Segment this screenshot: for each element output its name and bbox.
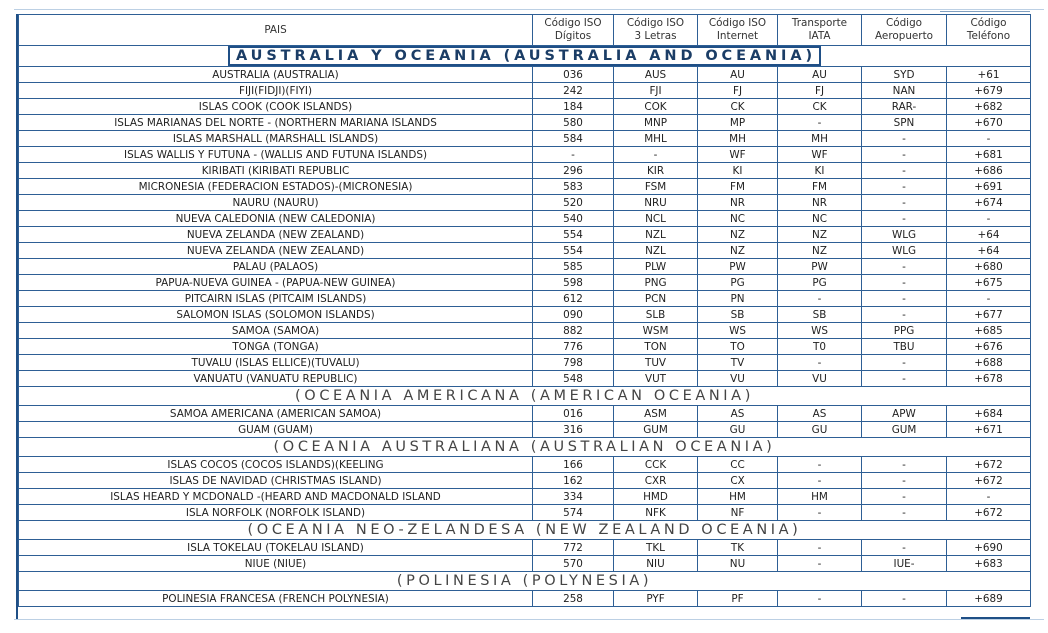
cell-aeropuerto: -	[862, 307, 947, 323]
cell-iso-digitos: 520	[533, 195, 614, 211]
section-header-row	[19, 387, 1031, 406]
table-row	[19, 67, 1031, 83]
cell-telefono: +686	[947, 163, 1031, 179]
cell-aeropuerto: -	[862, 591, 947, 607]
cell-iso-internet: HM	[698, 489, 778, 505]
cell-iso-letras: PLW	[614, 259, 698, 275]
table-row	[19, 489, 1031, 505]
cell-pais: TONGA (TONGA)	[19, 339, 533, 355]
cell-pais: NUEVA CALEDONIA (NEW CALEDONIA)	[19, 211, 533, 227]
cell-iso-internet: NR	[698, 195, 778, 211]
cell-iso-letras: PYF	[614, 591, 698, 607]
section-header	[19, 438, 1031, 457]
cell-pais: SAMOA (SAMOA)	[19, 323, 533, 339]
cell-pais: VANUATU (VANUATU REPUBLIC)	[19, 371, 533, 387]
cell-iso-letras: MNP	[614, 115, 698, 131]
cell-telefono: +64	[947, 227, 1031, 243]
cell-iso-letras: FSM	[614, 179, 698, 195]
cell-iata: PG	[778, 275, 862, 291]
table-row	[19, 307, 1031, 323]
cell-pais: KIRIBATI (KIRIBATI REPUBLIC	[19, 163, 533, 179]
cell-iso-digitos: 242	[533, 83, 614, 99]
cell-pais: TUVALU (ISLAS ELLICE)(TUVALU)	[19, 355, 533, 371]
section-header-row	[19, 521, 1031, 540]
cell-iso-internet: PG	[698, 275, 778, 291]
cell-iso-digitos: -	[533, 147, 614, 163]
cell-pais: ISLAS WALLIS Y FUTUNA - (WALLIS AND FUTUNA ISLANDS)	[19, 147, 533, 163]
table-body	[19, 15, 1031, 607]
cell-telefono: +688	[947, 355, 1031, 371]
cell-telefono: +691	[947, 179, 1031, 195]
cell-iso-letras: NIU	[614, 556, 698, 572]
cell-pais: POLINESIA FRANCESA (FRENCH POLYNESIA)	[19, 591, 533, 607]
cell-iata: FM	[778, 179, 862, 195]
cell-iso-internet: NF	[698, 505, 778, 521]
section-title: (OCEANIA NEO-ZELANDESA (NEW ZEALAND OCEANIA)	[247, 522, 802, 538]
cell-iso-letras: COK	[614, 99, 698, 115]
cell-telefono: +672	[947, 505, 1031, 521]
cell-pais: PITCAIRN ISLAS (PITCAIM ISLANDS)	[19, 291, 533, 307]
table-row	[19, 540, 1031, 556]
cell-aeropuerto: TBU	[862, 339, 947, 355]
cell-iso-letras: TUV	[614, 355, 698, 371]
cell-iata: FJ	[778, 83, 862, 99]
cell-iata: WF	[778, 147, 862, 163]
cell-iso-digitos: 548	[533, 371, 614, 387]
cell-iso-internet: TK	[698, 540, 778, 556]
cell-iata: T0	[778, 339, 862, 355]
cell-telefono: +671	[947, 422, 1031, 438]
cell-iso-internet: FM	[698, 179, 778, 195]
cell-pais: ISLAS MARIANAS DEL NORTE - (NORTHERN MARIANA ISLANDS	[19, 115, 533, 131]
cell-pais: ISLAS DE NAVIDAD (CHRISTMAS ISLAND)	[19, 473, 533, 489]
table-row	[19, 243, 1031, 259]
cell-iso-internet: SB	[698, 307, 778, 323]
cell-iso-internet: NC	[698, 211, 778, 227]
cell-iata: VU	[778, 371, 862, 387]
cell-iso-internet: CK	[698, 99, 778, 115]
table-row	[19, 131, 1031, 147]
header-iso-digitos-line1: Código ISO	[544, 17, 602, 29]
cell-iso-digitos: 184	[533, 99, 614, 115]
cell-aeropuerto: -	[862, 473, 947, 489]
header-telefono	[947, 15, 1031, 46]
cell-iso-digitos: 882	[533, 323, 614, 339]
cell-iso-internet: KI	[698, 163, 778, 179]
cell-iso-internet: TO	[698, 339, 778, 355]
cell-aeropuerto: IUE-	[862, 556, 947, 572]
section-header-row	[19, 438, 1031, 457]
cell-telefono: +64	[947, 243, 1031, 259]
cell-aeropuerto: -	[862, 540, 947, 556]
cell-iso-letras: VUT	[614, 371, 698, 387]
table-row	[19, 195, 1031, 211]
table-row	[19, 179, 1031, 195]
cell-aeropuerto: -	[862, 179, 947, 195]
cell-telefono: +684	[947, 406, 1031, 422]
header-telefono-line1: Código	[970, 17, 1007, 29]
header-iso-internet-line1: Código ISO	[708, 17, 767, 29]
table-row	[19, 323, 1031, 339]
cell-aeropuerto: SYD	[862, 67, 947, 83]
cell-aeropuerto: -	[862, 457, 947, 473]
cell-iata: KI	[778, 163, 862, 179]
cell-iso-digitos: 612	[533, 291, 614, 307]
cell-aeropuerto: -	[862, 505, 947, 521]
table-row	[19, 457, 1031, 473]
cell-aeropuerto: -	[862, 291, 947, 307]
header-aeropuerto-line1: Código	[885, 17, 923, 29]
table-row	[19, 275, 1031, 291]
section-title: (OCEANIA AMERICANA (AMERICAN OCEANIA)	[295, 388, 754, 404]
cell-iso-digitos: 162	[533, 473, 614, 489]
section-header-row	[19, 572, 1031, 591]
cell-iso-digitos: 554	[533, 243, 614, 259]
cell-iata: -	[778, 505, 862, 521]
cell-telefono: +682	[947, 99, 1031, 115]
cell-aeropuerto: WLG	[862, 227, 947, 243]
cell-telefono: +674	[947, 195, 1031, 211]
cell-iata: WS	[778, 323, 862, 339]
cell-iata: -	[778, 591, 862, 607]
cell-iso-digitos: 258	[533, 591, 614, 607]
table-row	[19, 591, 1031, 607]
cell-iso-digitos: 583	[533, 179, 614, 195]
cell-iso-letras: SLB	[614, 307, 698, 323]
table-row	[19, 406, 1031, 422]
header-iso-letras-line1: Código ISO	[626, 17, 685, 29]
cell-iso-digitos: 772	[533, 540, 614, 556]
section-header	[19, 572, 1031, 591]
cell-pais: FIJI(FIDJI)(FIYI)	[19, 83, 533, 99]
cell-telefono: +672	[947, 457, 1031, 473]
table-row	[19, 163, 1031, 179]
cell-iso-digitos: 798	[533, 355, 614, 371]
cell-iso-digitos: 016	[533, 406, 614, 422]
cell-iso-internet: NU	[698, 556, 778, 572]
cell-pais: ISLA TOKELAU (TOKELAU ISLAND)	[19, 540, 533, 556]
table-row	[19, 556, 1031, 572]
cell-iata: AU	[778, 67, 862, 83]
cell-aeropuerto: RAR-	[862, 99, 947, 115]
cell-iso-internet: TV	[698, 355, 778, 371]
cell-aeropuerto: -	[862, 489, 947, 505]
cell-iso-letras: -	[614, 147, 698, 163]
table-row	[19, 291, 1031, 307]
table-row	[19, 473, 1031, 489]
cell-iata: HM	[778, 489, 862, 505]
section-header	[19, 46, 1031, 67]
cell-telefono: -	[947, 291, 1031, 307]
cell-aeropuerto: APW	[862, 406, 947, 422]
cell-pais: NAURU (NAURU)	[19, 195, 533, 211]
cell-telefono: -	[947, 131, 1031, 147]
cell-pais: SAMOA AMERICANA (AMERICAN SAMOA)	[19, 406, 533, 422]
cell-pais: ISLAS COCOS (COCOS ISLANDS)(KEELING	[19, 457, 533, 473]
cell-iso-digitos: 540	[533, 211, 614, 227]
cell-iata: NZ	[778, 227, 862, 243]
cell-iata: -	[778, 355, 862, 371]
cell-telefono: +670	[947, 115, 1031, 131]
cell-telefono: +685	[947, 323, 1031, 339]
cell-iso-internet: NZ	[698, 243, 778, 259]
cell-aeropuerto: WLG	[862, 243, 947, 259]
cell-iso-digitos: 090	[533, 307, 614, 323]
header-iso-internet	[698, 15, 778, 46]
header-pais	[19, 15, 533, 46]
cell-iso-internet: PW	[698, 259, 778, 275]
cell-iata: AS	[778, 406, 862, 422]
cell-iso-internet: FJ	[698, 83, 778, 99]
table-row	[19, 505, 1031, 521]
cell-iata: NZ	[778, 243, 862, 259]
header-iata-line1: Transporte	[791, 17, 848, 29]
cell-iso-digitos: 580	[533, 115, 614, 131]
cell-iata: -	[778, 115, 862, 131]
cell-iata: NR	[778, 195, 862, 211]
cell-iso-letras: NCL	[614, 211, 698, 227]
cell-iata: MH	[778, 131, 862, 147]
cell-iso-letras: PCN	[614, 291, 698, 307]
cell-telefono: +681	[947, 147, 1031, 163]
header-iso-letras	[614, 15, 698, 46]
cell-iso-digitos: 296	[533, 163, 614, 179]
cell-telefono: +678	[947, 371, 1031, 387]
cell-telefono: +61	[947, 67, 1031, 83]
top-rule-right	[940, 11, 1030, 12]
cell-iso-internet: WS	[698, 323, 778, 339]
header-iso-internet-line2: Internet	[716, 30, 759, 42]
cell-iso-digitos: 166	[533, 457, 614, 473]
cell-iata: -	[778, 473, 862, 489]
table-row	[19, 355, 1031, 371]
cell-telefono: +683	[947, 556, 1031, 572]
cell-iso-digitos: 574	[533, 505, 614, 521]
cell-iso-digitos: 585	[533, 259, 614, 275]
header-iata	[778, 15, 862, 46]
cell-iso-letras: FJI	[614, 83, 698, 99]
cell-iso-letras: ASM	[614, 406, 698, 422]
cell-aeropuerto: -	[862, 163, 947, 179]
cell-iso-internet: MP	[698, 115, 778, 131]
table-row	[19, 339, 1031, 355]
cell-aeropuerto: -	[862, 131, 947, 147]
cell-iso-letras: NZL	[614, 227, 698, 243]
cell-telefono: +690	[947, 540, 1031, 556]
table-row	[19, 211, 1031, 227]
cell-aeropuerto: -	[862, 371, 947, 387]
bottom-rule	[14, 619, 1044, 620]
table-row	[19, 371, 1031, 387]
cell-aeropuerto: GUM	[862, 422, 947, 438]
table-row	[19, 115, 1031, 131]
cell-iso-letras: GUM	[614, 422, 698, 438]
cell-iso-internet: AS	[698, 406, 778, 422]
cell-iso-internet: PF	[698, 591, 778, 607]
header-aeropuerto-line2: Aeropuerto	[875, 30, 933, 42]
cell-iata: PW	[778, 259, 862, 275]
cell-aeropuerto: -	[862, 147, 947, 163]
cell-iso-digitos: 316	[533, 422, 614, 438]
cell-iso-letras: NFK	[614, 505, 698, 521]
cell-iso-letras: MHL	[614, 131, 698, 147]
cell-pais: NIUE (NIUE)	[19, 556, 533, 572]
header-iso-digitos	[533, 15, 614, 46]
cell-iso-letras: KIR	[614, 163, 698, 179]
cell-pais: NUEVA ZELANDA (NEW ZEALAND)	[19, 227, 533, 243]
cell-iso-internet: CX	[698, 473, 778, 489]
cell-iso-letras: AUS	[614, 67, 698, 83]
cell-iata: -	[778, 556, 862, 572]
table-row	[19, 422, 1031, 438]
cell-iata: SB	[778, 307, 862, 323]
cell-iso-letras: TKL	[614, 540, 698, 556]
cell-aeropuerto: -	[862, 195, 947, 211]
section-title: AUSTRALIA Y OCEANIA (AUSTRALIA AND OCEANIA)	[228, 46, 821, 66]
cell-iata: -	[778, 291, 862, 307]
cell-iso-digitos: 584	[533, 131, 614, 147]
cell-pais: ISLA NORFOLK (NORFOLK ISLAND)	[19, 505, 533, 521]
cell-telefono: -	[947, 211, 1031, 227]
table-row	[19, 259, 1031, 275]
section-title: (POLINESIA (POLYNESIA)	[396, 573, 653, 589]
cell-aeropuerto: -	[862, 355, 947, 371]
table-row	[19, 147, 1031, 163]
cell-iso-letras: NRU	[614, 195, 698, 211]
cell-iso-internet: WF	[698, 147, 778, 163]
section-title: (OCEANIA AUSTRALIANA (AUSTRALIAN OCEANIA)	[273, 439, 776, 455]
cell-iso-letras: PNG	[614, 275, 698, 291]
cell-iso-letras: HMD	[614, 489, 698, 505]
cell-pais: ISLAS HEARD Y MCDONALD -(HEARD AND MACDONALD ISLAND	[19, 489, 533, 505]
header-pais-label: PAIS	[264, 23, 287, 36]
cell-iata: -	[778, 457, 862, 473]
cell-pais: AUSTRALIA (AUSTRALIA)	[19, 67, 533, 83]
cell-iso-digitos: 598	[533, 275, 614, 291]
top-rule	[14, 9, 1044, 10]
cell-iata: NC	[778, 211, 862, 227]
table-row	[19, 83, 1031, 99]
cell-iso-internet: CC	[698, 457, 778, 473]
cell-iso-internet: GU	[698, 422, 778, 438]
header-iso-letras-line2: 3 Letras	[634, 30, 677, 42]
table-row	[19, 99, 1031, 115]
cell-telefono: +679	[947, 83, 1031, 99]
cell-iso-internet: PN	[698, 291, 778, 307]
cell-iso-digitos: 334	[533, 489, 614, 505]
cell-iso-letras: WSM	[614, 323, 698, 339]
section-header-row	[19, 46, 1031, 67]
header-telefono-line2: Teléfono	[966, 30, 1011, 42]
section-header	[19, 387, 1031, 406]
cell-pais: ISLAS COOK (COOK ISLANDS)	[19, 99, 533, 115]
cell-telefono: +677	[947, 307, 1031, 323]
cell-aeropuerto: -	[862, 275, 947, 291]
cell-pais: MICRONESIA (FEDERACION ESTADOS)-(MICRONESIA)	[19, 179, 533, 195]
header-iata-line2: IATA	[808, 30, 831, 42]
cell-pais: ISLAS MARSHALL (MARSHALL ISLANDS)	[19, 131, 533, 147]
cell-pais: GUAM (GUAM)	[19, 422, 533, 438]
header-row	[19, 15, 1031, 46]
cell-telefono: +680	[947, 259, 1031, 275]
cell-telefono: +689	[947, 591, 1031, 607]
cell-aeropuerto: SPN	[862, 115, 947, 131]
cell-iso-letras: CCK	[614, 457, 698, 473]
cell-aeropuerto: -	[862, 211, 947, 227]
header-iso-digitos-line2: Dígitos	[554, 30, 592, 42]
cell-aeropuerto: NAN	[862, 83, 947, 99]
cell-iso-digitos: 554	[533, 227, 614, 243]
cell-iata: CK	[778, 99, 862, 115]
header-aeropuerto	[862, 15, 947, 46]
cell-iata: -	[778, 540, 862, 556]
cell-iso-internet: NZ	[698, 227, 778, 243]
cell-telefono: +672	[947, 473, 1031, 489]
country-codes-table	[18, 14, 1031, 607]
cell-iso-digitos: 036	[533, 67, 614, 83]
section-header	[19, 521, 1031, 540]
cell-aeropuerto: -	[862, 259, 947, 275]
cell-iso-letras: NZL	[614, 243, 698, 259]
cell-telefono: +675	[947, 275, 1031, 291]
cell-iso-digitos: 776	[533, 339, 614, 355]
cell-aeropuerto: PPG	[862, 323, 947, 339]
cell-iata: GU	[778, 422, 862, 438]
cell-iso-internet: AU	[698, 67, 778, 83]
cell-iso-internet: MH	[698, 131, 778, 147]
table-row	[19, 227, 1031, 243]
cell-pais: NUEVA ZELANDA (NEW ZEALAND)	[19, 243, 533, 259]
cell-pais: PALAU (PALAOS)	[19, 259, 533, 275]
bottom-rule-right	[961, 617, 1030, 619]
cell-iso-internet: VU	[698, 371, 778, 387]
cell-pais: PAPUA-NUEVA GUINEA - (PAPUA-NEW GUINEA)	[19, 275, 533, 291]
cell-iso-letras: CXR	[614, 473, 698, 489]
cell-telefono: +676	[947, 339, 1031, 355]
cell-telefono: -	[947, 489, 1031, 505]
cell-iso-letras: TON	[614, 339, 698, 355]
cell-iso-digitos: 570	[533, 556, 614, 572]
cell-pais: SALOMON ISLAS (SOLOMON ISLANDS)	[19, 307, 533, 323]
